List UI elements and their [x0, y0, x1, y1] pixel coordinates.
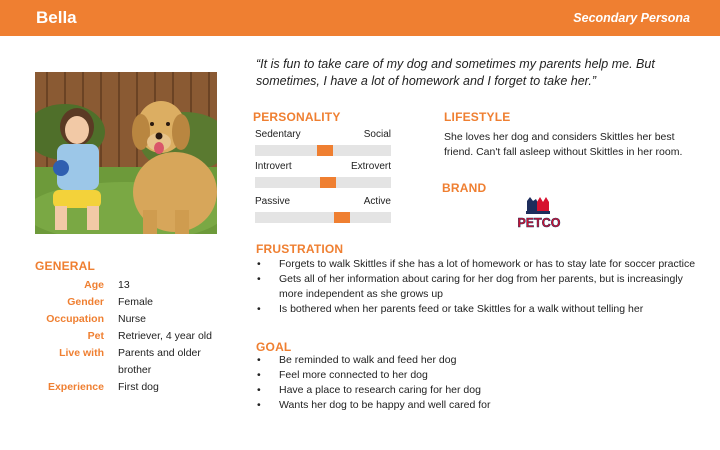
petco-wordmark: PETCO	[517, 216, 561, 230]
bullet-icon: •	[257, 258, 261, 270]
slider-left-label: Sedentary	[255, 129, 301, 140]
bullet-icon: •	[257, 303, 261, 315]
header-bar	[0, 0, 720, 36]
general-info	[35, 277, 235, 396]
general-row-pet: Pet Retriever, 4 year old	[87, 330, 212, 342]
petco-logo	[510, 193, 568, 233]
general-row-occupation: Occupation Nurse	[46, 313, 147, 325]
persona-type-label: Secondary Persona	[573, 11, 690, 25]
slider-track	[255, 145, 391, 156]
list-item: • Gets all of her information about caring for her dog from her parents, but is increasingly more independent as she grows up	[257, 273, 683, 300]
persona-photo	[35, 72, 217, 234]
list-item: • Have a place to research caring for her dog	[257, 384, 481, 396]
list-item: • Feel more connected to her dog	[257, 369, 428, 381]
list-item: • Be reminded to walk and feed her dog	[257, 354, 457, 366]
personality-slider-social	[255, 129, 391, 156]
slider-left-label: Passive	[255, 196, 291, 207]
general-row-experience: Experience First dog	[47, 381, 159, 393]
personality-slider-active	[255, 196, 391, 223]
slider-track	[255, 212, 391, 223]
persona-quote: “It is fun to take care of my dog and sometimes my parents help me. But sometimes, I have a lot of homework and I forget to take her.”	[256, 57, 655, 88]
slider-right-label: Social	[363, 129, 391, 140]
goal-list	[256, 353, 696, 413]
frustration-list	[256, 257, 696, 317]
list-item: • Is bothered when her parents feed or take Skittles for a walk without telling her	[257, 303, 644, 315]
general-row-gender: Gender Female	[67, 296, 154, 308]
bullet-icon: •	[257, 354, 261, 366]
brand-title: BRAND	[442, 181, 487, 195]
slider-right-label: Active	[363, 196, 391, 207]
personality-title: PERSONALITY	[253, 110, 341, 124]
slider-left-label: Introvert	[255, 161, 292, 172]
slider-knob	[334, 212, 350, 223]
bullet-icon: •	[257, 384, 261, 396]
slider-knob	[317, 145, 333, 156]
slider-knob	[320, 177, 336, 188]
lifestyle-title: LIFESTYLE	[444, 110, 511, 124]
slider-track	[255, 177, 391, 188]
slider-right-label: Extrovert	[350, 161, 391, 172]
bullet-icon: •	[257, 273, 261, 285]
general-row-age: Age 13	[84, 279, 130, 291]
bullet-icon: •	[257, 399, 261, 411]
general-row-live-with: Live with Parents and older brother	[59, 347, 201, 376]
goal-title: GOAL	[256, 340, 292, 354]
list-item: • Forgets to walk Skittles if she has a lot of homework or has to stay late for soccer practice	[257, 258, 696, 270]
personality-slider-extrovert	[255, 161, 391, 188]
frustration-title: FRUSTRATION	[256, 242, 344, 256]
bullet-icon: •	[257, 369, 261, 381]
lifestyle-text: She loves her dog and considers Skittles her best friend. Can't fall asleep without Skittles in her room.	[444, 131, 683, 158]
general-title: GENERAL	[35, 259, 96, 273]
persona-name: Bella	[36, 8, 77, 27]
petco-pets-icon	[526, 197, 550, 214]
list-item: • Wants her dog to be happy and well cared for	[257, 399, 491, 411]
